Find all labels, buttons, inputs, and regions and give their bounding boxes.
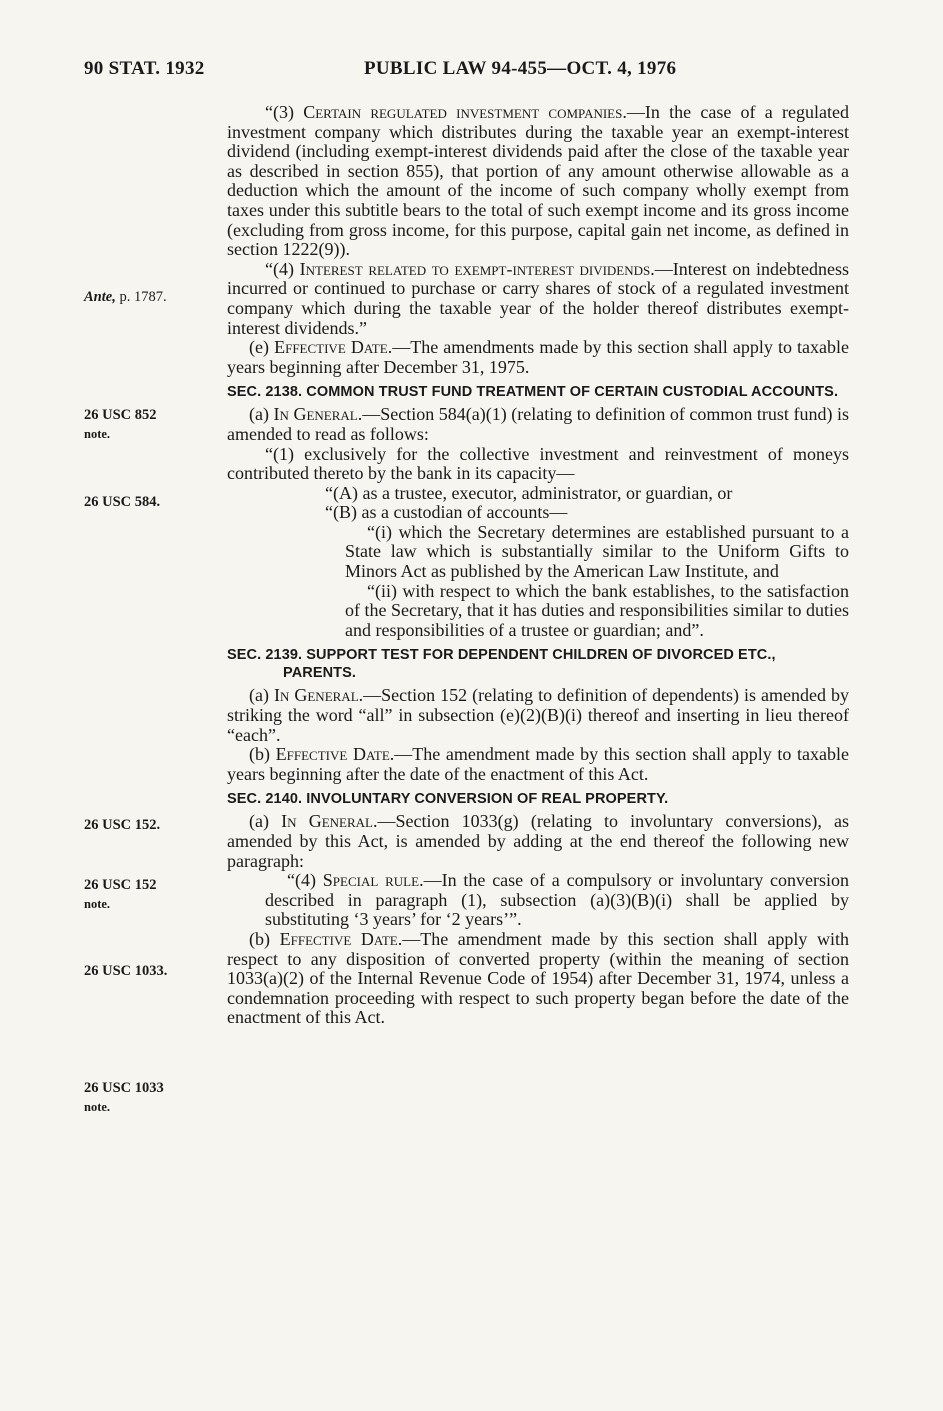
section-2140-subsection-a: (a) In General.—Section 1033(g) (relating to involuntary conversions), as amended by this Act, is amended by adding at the end thereof the following new paragraph: [227, 811, 850, 871]
section-2138-heading: SEC. 2138. COMMON TRUST FUND TREATMENT OF CERTAIN CUSTODIAL ACCOUNTS. [227, 384, 839, 401]
section-2139-heading: SEC. 2139. SUPPORT TEST FOR DEPENDENT CHILDREN OF DIVORCED ETC., PARENTS. [227, 647, 776, 682]
stat-page-number: 90 STAT. 1932 [84, 58, 205, 79]
margin-note-26-usc-1033: 26 USC 1033. [84, 963, 168, 979]
quoted-paragraph-1: “(1) exclusively for the collective investment and reinvestment of moneys contributed thereto by the bank in its capacity— [227, 443, 849, 484]
margin-note-26-usc-152-note: 26 USC 152 note. [84, 877, 157, 911]
margin-note-26-usc-152: 26 USC 152. [84, 817, 161, 833]
section-2139-subsection-b: (b) Effective Date.—The amendment made by this section shall apply to taxable years beginning after the date of the enactment of this Act. [227, 744, 849, 784]
section-2140-quoted-paragraph-4: “(4) Special rule.—In the case of a compulsory or involuntary conversion described in paragraph (1), subsection (a)(3)(B)(i) shall be applied by substituting ‘3 years’ for ‘2 years’”. [265, 870, 850, 930]
margin-note-26-usc-1033-note: 26 USC 1033 note. [84, 1080, 164, 1114]
quoted-clause-ii: “(ii) with respect to which the bank establishes, to the satisfaction of the Secretary, that it has duties and responsibilities similar to duties and responsibilities of a trustee or guardian; and”. [345, 580, 849, 640]
quoted-clause-i: “(i) which the Secretary determines are established pursuant to a State law which is substantially similar to the Uniform Gifts to Minors Act as published by the American Law Institute, and [345, 521, 849, 582]
section-2139-subsection-a: (a) In General.—Section 152 (relating to definition of dependents) is amended by striking the word “all” in subsection (e)(2)(B)(i) thereof and inserting in lieu thereof “each”. [227, 685, 850, 745]
section-2138-subsection-a: (a) In General.—Section 584(a)(1) (relating to definition of common trust fund) is amended to read as follows: [227, 404, 850, 444]
paragraph-4: “(4) Interest related to exempt-interest dividends.—Interest on indebtedness incurred or continued to purchase or carry shares of stock of a regulated investment company which during the taxable year of the holder thereof distributes exempt-interest dividends.” [227, 258, 850, 338]
section-2140-heading: SEC. 2140. INVOLUNTARY CONVERSION OF REAL PROPERTY. [227, 791, 669, 808]
page-header [0, 58, 943, 84]
public-law-title: PUBLIC LAW 94-455—OCT. 4, 1976 [364, 58, 677, 79]
margin-note-26-usc-584: 26 USC 584. [84, 494, 161, 510]
margin-note-ante: Ante, p. 1787. [84, 289, 167, 305]
subsection-e: (e) Effective Date.—The amendments made by this section shall apply to taxable years beginning after December 31, 1975. [227, 337, 850, 377]
section-2140-subsection-b: (b) Effective Date.—The amendment made by this section shall apply with respect to any disposition of converted property (within the meaning of section 1033(a)(2) of the Internal Revenue Code of 1954) after December 31, 1974, unless a condemnation proceeding with respect to such property began before the date of the enactment of this Act. [227, 928, 849, 1028]
quoted-subparagraph-A: “(A) as a trustee, executor, administrator, or guardian, or [325, 482, 733, 503]
quoted-subparagraph-B: “(B) as a custodian of accounts— [325, 502, 568, 523]
margin-note-26-usc-852: 26 USC 852 note. [84, 407, 157, 441]
paragraph-3: “(3) Certain regulated investment companies.—In the case of a regulated investment company which distributes during the taxable year an exempt-interest dividend (including exempt-interest dividends paid after the close of the taxable year as described in section 855), that portion of any amount otherwise allowable as a deduction which the amount of the income of such company wholly exempt from taxes under this subtitle bears to the total of such exempt income and its gross income (excluding from gross income, for this purpose, capital gain net income, as defined in section 1222(9)). [227, 102, 850, 260]
page-body [227, 103, 849, 1028]
